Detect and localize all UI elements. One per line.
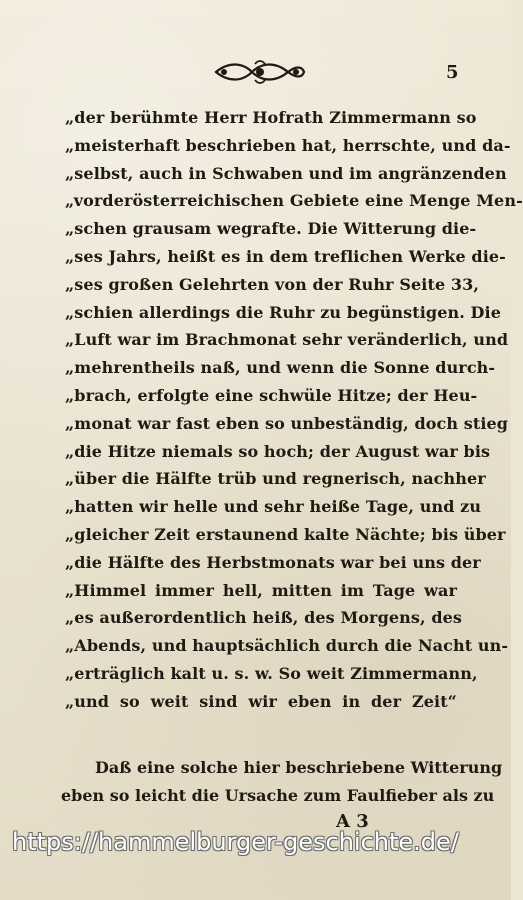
text-line: „über die Hälfte trüb und regnerisch, nachher — [65, 469, 486, 489]
text-line: „der berühmte Herr Hofrath Zimmermann so — [65, 108, 477, 127]
text-line: „erträglich kalt u. s. w. So weit Zimmermann, — [65, 663, 478, 683]
text-line: „schen grausam wegrafte. Die Witterung die- — [65, 219, 477, 239]
text-line: „und so weit sind wir eben in der Zeit“ — [65, 691, 457, 711]
text-line: „Abends, und hauptsächlich durch die Nacht un- — [65, 636, 509, 656]
text-line: „gleicher Zeit erstaunend kalte Nächte; bis über — [65, 524, 506, 544]
text-line: „selbst, auch in Schwaben und im angränzenden — [65, 163, 507, 183]
text-line: „Himmel immer hell, mitten im Tage war — [65, 580, 457, 600]
text-line: „meisterhaft beschrieben hat, herrschte, und da- — [65, 135, 511, 155]
page-number: 5 — [446, 62, 459, 83]
text-line: „hatten wir helle und sehr heiße Tage, und zu — [65, 497, 482, 517]
text-line: „vorderösterreichischen Gebiete eine Menge Men- — [65, 191, 523, 211]
signature-mark: A 3 — [336, 811, 369, 832]
decorative-flourish-icon — [212, 58, 308, 86]
quoted-text-block — [65, 104, 523, 716]
text-line: „Luft war im Brachmonat sehr veränderlich, und — [65, 330, 509, 350]
text-line: „die Hitze niemals so hoch; der August war bis — [65, 441, 491, 461]
text-line: „die Hälfte des Herbstmonats war bei uns der — [65, 552, 481, 572]
body-paragraph — [61, 754, 503, 810]
text-line: „ses großen Gelehrten von der Ruhr Seite 33, — [65, 274, 480, 294]
text-line: „brach, erfolgte eine schwüle Hitze; der Heu- — [65, 385, 478, 405]
text-line: „schien allerdings die Ruhr zu begünstigen. Die — [65, 302, 501, 322]
text-line: „es außerordentlich heiß, des Morgens, des — [65, 608, 462, 628]
text-line: „ses Jahrs, heißt es in dem treflichen Werke die- — [65, 246, 506, 266]
text-line: „monat war fast eben so unbeständig, doch stieg — [65, 413, 509, 433]
watermark-url: https://hammelburger-geschichte.de/ — [12, 828, 459, 856]
text-line: „mehrentheils naß, und wenn die Sonne durch- — [65, 358, 496, 378]
paragraph-line: Daß eine solche hier beschriebene Witterung — [95, 758, 503, 777]
paragraph-line: eben so leicht die Ursache zum Faulfieber als zu — [61, 785, 495, 805]
